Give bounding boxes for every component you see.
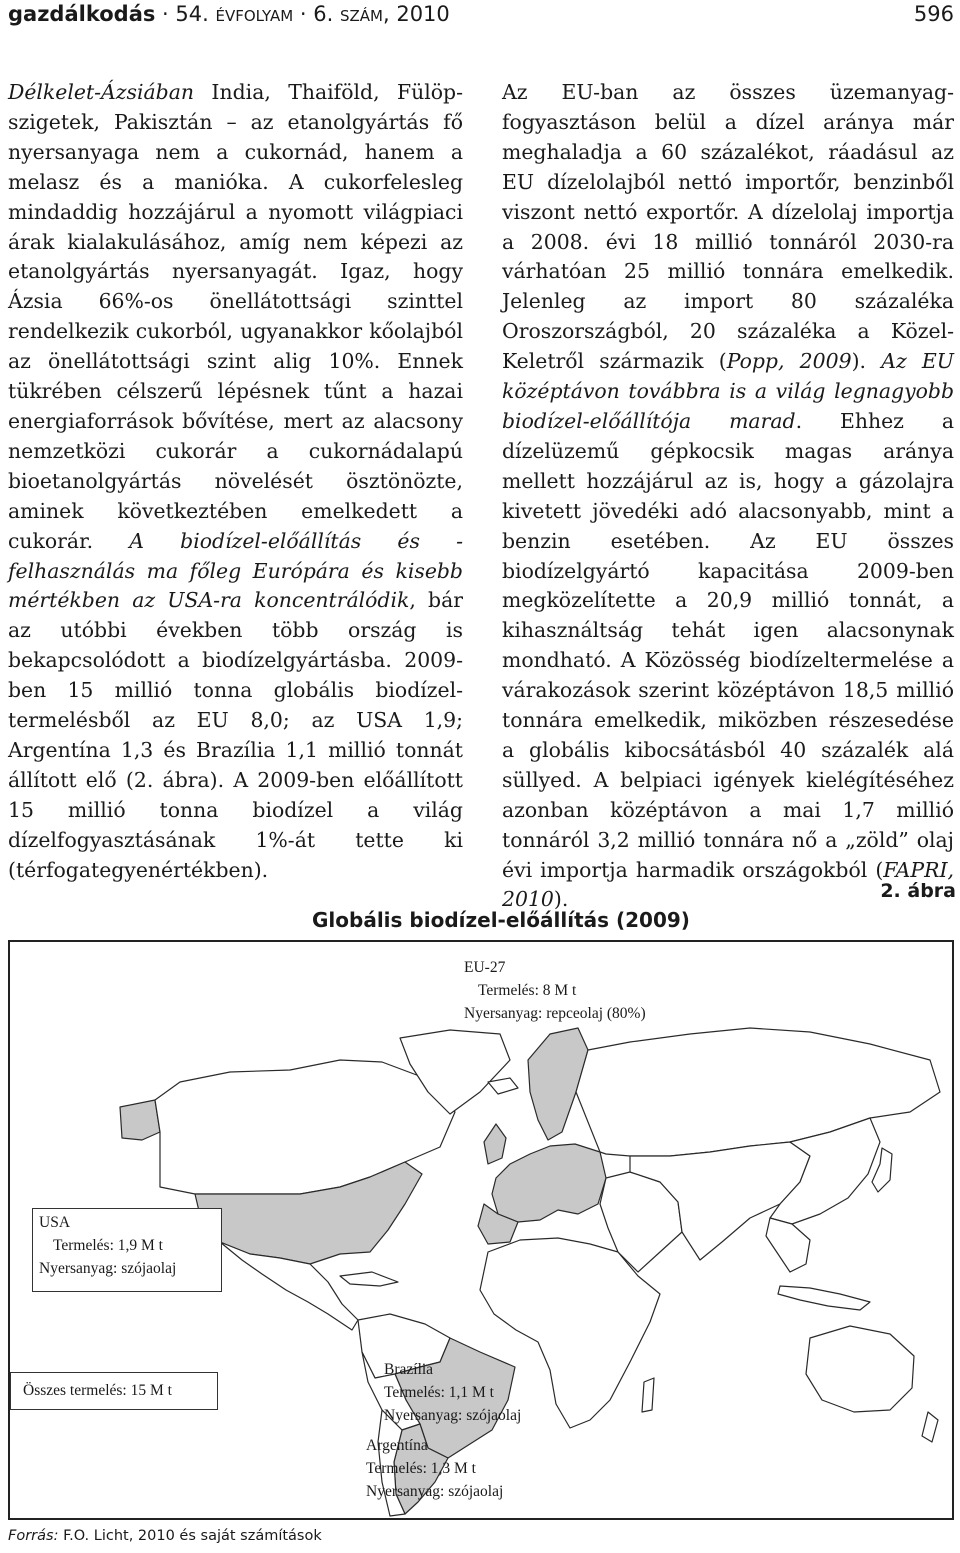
header-sep-2: · 6.: [293, 2, 340, 26]
left-seg-1: India, Thaiföld, Fülöp-szigetek, Pakisztán – az etanolgyártás fő nyersanyaga nem a cukornád, hanem a melasz és a manióka. A cukorfelesleg mindaddig hozzájárul a nyomott világpiaci árak kialakulásához, amíg nem képezi az etanolgyártás nyersanyagát. Igaz, hogy Ázsia 66%-os önellátottsági szinttel rendelkezik cukorból, ugyanakkor kőolajból az önellátottsági szint alig 10%. Ennek tükrében célszerű lépésnek tűnt a hazai energiaforrások bővítése, mert az alacsony nemzetközi cukorár a cukornádalapú bioetanolgyártás növelését ösztönözte, aminek következtében emelkedett a cukorár.: [8, 80, 463, 553]
volume-label: évfolyam: [215, 2, 294, 26]
right-paragraph: [502, 78, 954, 915]
left-seg-3: , bár az utóbbi években több ország is bekapcsolódott a biodízelgyártásba. 2009-ben 15 millió tonna globális biodízel-termelésből az EU 8,0; az USA 1,9; Argentína 1,3 és Brazília 1,1 millió tonnát állított elő (2. ábra). A 2009-ben előállított 15 millió tonna biodízel a világ dízelfogyasztásának 1%-át tette ki (térfogategyenértékben).: [8, 588, 464, 882]
figure-title: Globális biodízel-előállítás (2009): [312, 908, 690, 932]
callout-eu-production: Termelés: 8 M t: [478, 982, 577, 999]
running-header: [8, 2, 958, 32]
callout-argentina-feedstock: Nyersanyag: szójaolaj: [366, 1483, 504, 1500]
callout-eu: [464, 956, 688, 1025]
callout-brazil: [384, 1358, 554, 1427]
callout-brazil-region: Brazília: [384, 1361, 434, 1378]
issue-label: szám: [339, 2, 383, 26]
map-iceland: [488, 1078, 518, 1094]
callout-usa-region: USA: [39, 1214, 71, 1231]
map-caribbean: [340, 1272, 398, 1286]
journal-name: gazdálkodás: [8, 2, 156, 26]
callout-usa-feedstock: Nyersanyag: szójaolaj: [39, 1260, 177, 1277]
right-seg-2: ).: [851, 349, 882, 374]
callout-argentina-region: Argentína: [366, 1437, 428, 1454]
left-seg-0: Délkelet-Ázsiában: [8, 80, 194, 104]
page-number: 596: [913, 2, 954, 26]
callout-argentina-production: Termelés: 1,3 M t: [366, 1460, 476, 1477]
callout-total: Összes termelés: 15 M t: [10, 1372, 218, 1410]
callout-eu-region: EU-27: [464, 959, 506, 976]
map-australia: [806, 1326, 914, 1412]
header-sep-1: · 54.: [155, 2, 216, 26]
callout-eu-feedstock: Nyersanyag: repceolaj (80%): [464, 1005, 646, 1022]
map-se-asia: [766, 1218, 810, 1272]
text-column-right: [502, 78, 954, 915]
right-seg-6: ).: [553, 887, 569, 912]
source-label: Forrás:: [8, 1528, 59, 1544]
map-indonesia: [778, 1286, 870, 1310]
world-map-frame: [8, 940, 954, 1520]
source-text: F.O. Licht, 2010 és saját számítások: [58, 1528, 322, 1544]
left-paragraph: [8, 78, 463, 885]
map-russia: [576, 1028, 940, 1156]
figure-label: 2. ábra: [880, 880, 956, 902]
map-eu-mainland: [492, 1144, 606, 1222]
figure-source: [8, 1528, 322, 1544]
text-column-left: [8, 78, 463, 885]
right-seg-3: Az EU középtávon továbbra is a világ legnagyobb biodízel-előállítója marad: [502, 349, 954, 433]
map-alaska: [120, 1100, 160, 1140]
callout-brazil-feedstock: Nyersanyag: szójaolaj: [384, 1407, 522, 1424]
left-seg-2: A biodízel-előállítás és -felhasználás ma főleg Európára és kisebb mértékben az USA-ra koncentrálódik: [8, 528, 464, 613]
map-new-zealand: [922, 1412, 938, 1442]
callout-usa: [32, 1208, 222, 1292]
map-uk: [484, 1124, 506, 1164]
right-seg-5: FAPRI, 2010: [502, 857, 954, 912]
map-madagascar: [642, 1378, 654, 1412]
callout-brazil-production: Termelés: 1,1 M t: [384, 1384, 494, 1401]
right-seg-4: . Ehhez a dízelüzemű gépkocsik magas aránya mellett hozzájárul az is, hogy a gázolajra kivetett jövedéki adó alacsonyabb, mint a benzin esetében. Az EU összes biodízelgyártó kapacitása 2009-ben megközelítette a 20,9 millió tonnát, a kihasználtság tehát igen alacsonynak mondható. A Közösség biodízeltermelése a várakozások szerint középtávon 18,5 millió tonnára emelkedik, miközben részesedése a globális kibocsátásból 40 százalék alá süllyed. A belpiaci igények kielégítéséhez azonban középtávon a mai 1,7 millió tonnáról 3,2 millió tonnára nő a „zöld” olaj évi importja harmadik országokból (: [502, 408, 954, 882]
callout-argentina: [366, 1434, 536, 1503]
header-year: , 2010: [382, 2, 450, 26]
right-seg-0: Az EU-ban az összes üzemanyag-fogyasztáson belül a dízel aránya már meghaladja a 60 százalékot, ráadásul az EU dízelolajból nettó importőr, benzinből viszont nettó exportőr. A dízelolaj importja a 2008. évi 18 millió tonnáról 2030-ra várhatóan 25 millió tonnára emelkedik. Jelenleg az import 80 százaléka Oroszországból, 20 százaléka a Közel-Keletről származik (: [502, 80, 954, 374]
right-seg-1: Popp, 2009: [726, 349, 852, 374]
callout-usa-production: Termelés: 1,9 M t: [53, 1237, 163, 1254]
